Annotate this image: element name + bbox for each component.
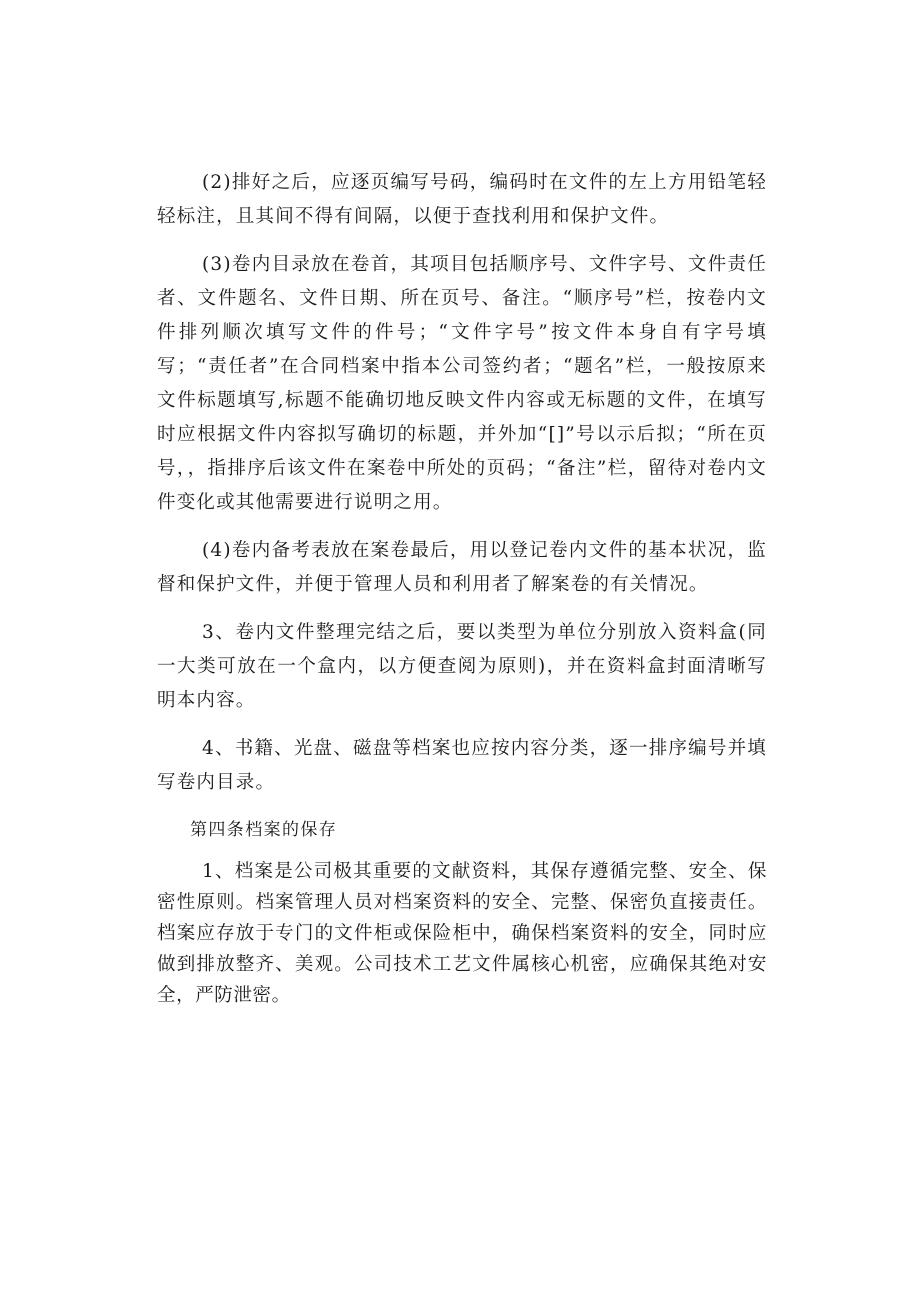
document-body: [157, 166, 767, 1025]
paragraph-item-4-reference-table: (4)卷内备考表放在案卷最后，用以登记卷内文件的基本状况，监督和保护文件，并便于管理人员和利用者了解案卷的有关情况。: [157, 540, 767, 595]
paragraph-item-3-catalog: (3)卷内目录放在卷首，其项目包括顺序号、文件字号、文件责任者、文件题名、文件日期、所在页号、备注。“顺序号”栏，按卷内文件排列顺次填写文件的件号；“文件字号”按文件本身自有字号填写；“责任者”在合同档案中指本公司签约者；“题名”栏，一般按原来文件标题填写,标题不能确切地反映文件内容或无标题的文件，在填写时应根据文件内容拟写确切的标题，并外加“[]”号以示后拟；“所在页号，，指排序后该文件在案卷中所处的页码；“备注”栏，留待对卷内文件变化或其他需要进行说明之用。: [157, 254, 767, 513]
section-heading: 第四条档案的保存: [190, 820, 338, 840]
paragraph-storage-clause-1: 1、档案是公司极其重要的文献资料，其保存遵循完整、安全、保密性原则。档案管理人员对档案资料的安全、完整、保密负直接责任。档案应存放于专门的文件柜或保险柜中，确保档案资料的安全，同时应做到排放整齐、美观。公司技术工艺文件属核心机密，应确保其绝对安全，严防泄密。: [157, 861, 767, 1006]
paragraph-item-2: (2)排好之后，应逐页编写号码，编码时在文件的左上方用铅笔轻轻标注，且其间不得有间隔，以便于查找利用和保护文件。: [157, 172, 767, 227]
paragraph-clause-4: 4、书籍、光盘、磁盘等档案也应按内容分类，逐一排序编号并填写卷内目录。: [157, 738, 767, 793]
paragraph-clause-3: 3、卷内文件整理完结之后，要以类型为单位分别放入资料盒(同一大类可放在一个盒内，以方便查阅为原则)，并在资料盒封面清晰写明本内容。: [157, 622, 767, 711]
